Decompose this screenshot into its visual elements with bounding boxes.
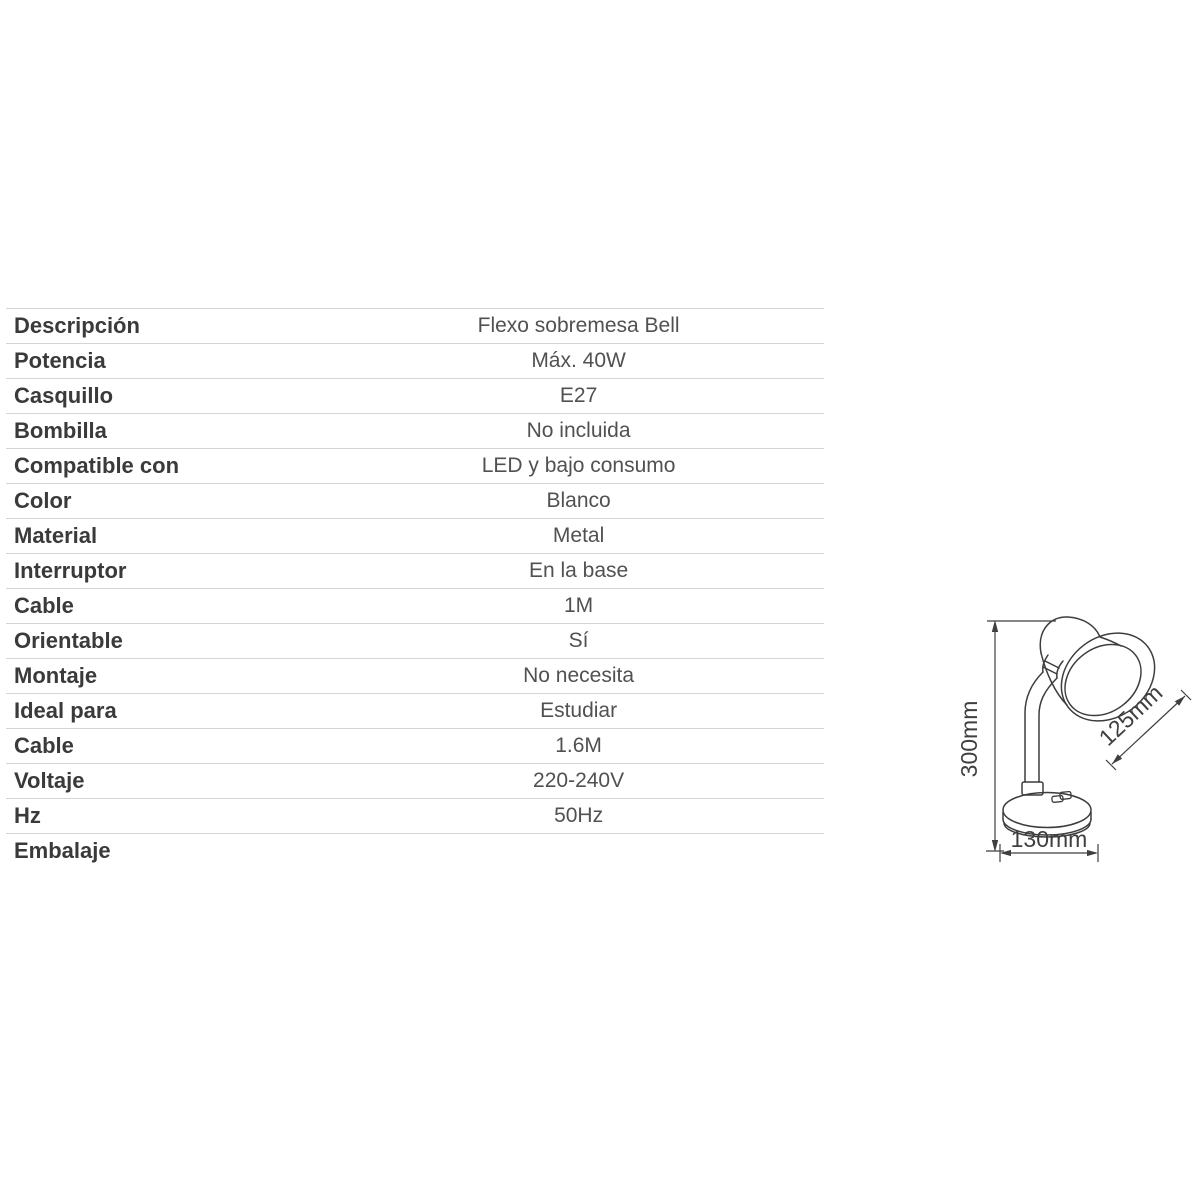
spec-row — [6, 728, 824, 763]
spec-label: Hz — [14, 803, 41, 828]
spec-row — [6, 553, 824, 588]
spec-label: Interruptor — [14, 558, 127, 583]
spec-label: Casquillo — [14, 383, 114, 408]
spec-label: Embalaje — [14, 838, 111, 863]
spec-value: En la base — [528, 559, 629, 582]
spec-value: No necesita — [523, 664, 635, 687]
dim-base-width-label: 130mm — [1010, 826, 1088, 852]
spec-table — [6, 308, 824, 868]
spec-value: Flexo sobremesa Bell — [477, 314, 680, 337]
spec-label: Material — [14, 523, 98, 548]
spec-value: Máx. 40W — [531, 349, 626, 372]
dim-shade-diameter-label: 125mm — [1093, 679, 1168, 751]
dimension-lines — [956, 620, 1191, 862]
lamp-drawing — [1003, 615, 1172, 837]
spec-value: 220-240V — [533, 769, 625, 792]
spec-row — [6, 658, 824, 693]
spec-value: LED y bajo consumo — [481, 454, 676, 477]
spec-label: Montaje — [14, 663, 98, 688]
spec-label: Ideal para — [14, 698, 117, 723]
spec-value: Estudiar — [540, 699, 618, 722]
spec-value: E27 — [559, 384, 598, 407]
spec-value: Blanco — [546, 489, 611, 512]
spec-row — [6, 308, 824, 343]
spec-value: Metal — [552, 524, 605, 547]
lamp-neck — [1043, 655, 1063, 678]
spec-row — [6, 833, 824, 868]
spec-row — [6, 483, 824, 518]
spec-value: 1.6M — [555, 734, 602, 757]
spec-label: Descripción — [14, 313, 140, 338]
spec-row — [6, 693, 824, 728]
spec-row — [6, 413, 824, 448]
spec-label: Bombilla — [14, 418, 107, 443]
spec-value: No incluida — [526, 419, 631, 442]
spec-label: Cable — [14, 593, 74, 618]
spec-row — [6, 378, 824, 413]
spec-label: Cable — [14, 733, 74, 758]
dim-shade-diameter — [1094, 679, 1191, 770]
spec-label: Color — [14, 488, 72, 513]
lamp-dimension-diagram — [940, 600, 1200, 892]
spec-label: Potencia — [14, 348, 106, 373]
spec-row — [6, 518, 824, 553]
spec-row — [6, 448, 824, 483]
spec-value: Sí — [568, 629, 589, 652]
spec-label: Voltaje — [14, 768, 85, 793]
spec-row — [6, 623, 824, 658]
spec-value: 50Hz — [554, 804, 604, 827]
spec-label: Compatible con — [14, 453, 180, 478]
spec-value: 1M — [563, 594, 594, 617]
spec-row — [6, 343, 824, 378]
spec-row — [6, 588, 824, 623]
spec-row — [6, 763, 824, 798]
dim-base-width — [1000, 826, 1098, 862]
spec-label: Orientable — [14, 628, 123, 653]
dim-height-label: 300mm — [956, 700, 982, 778]
lamp-arm — [1022, 672, 1057, 795]
spec-row — [6, 798, 824, 833]
